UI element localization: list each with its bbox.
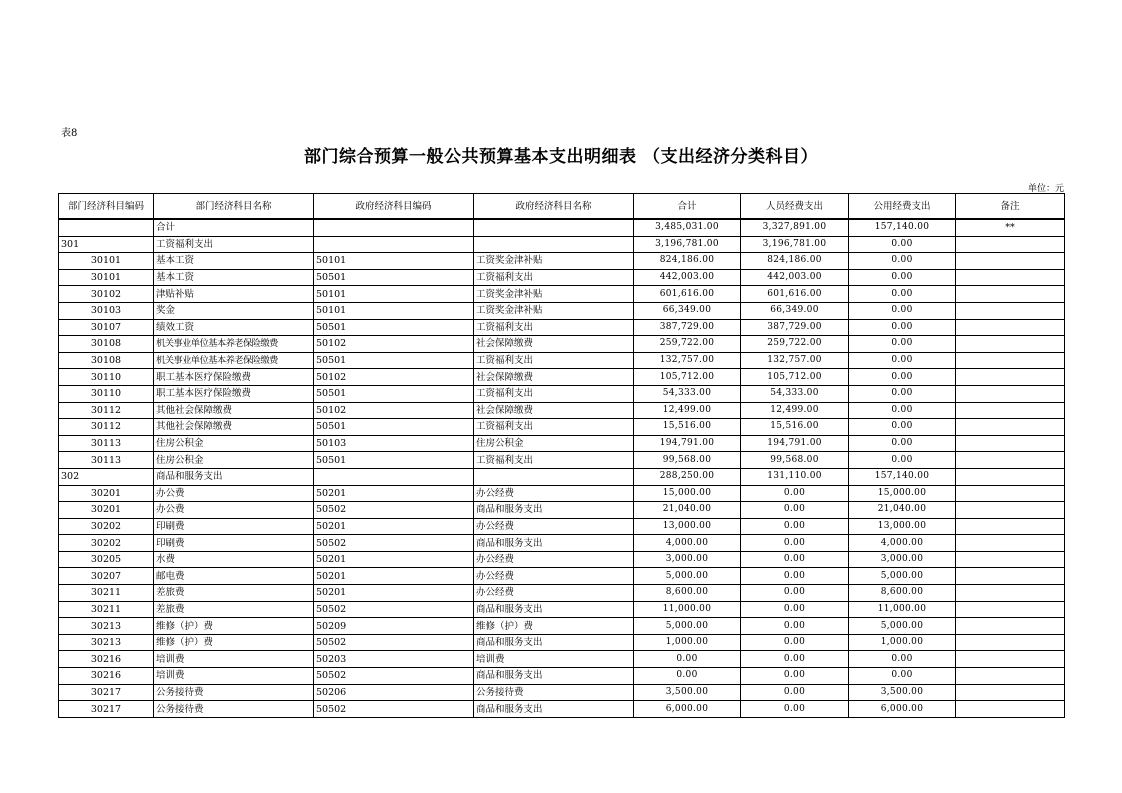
gov-code-cell: 50206 [314, 684, 474, 701]
total-cell: 824,186.00 [634, 253, 741, 270]
personnel-cell: 442,003.00 [741, 269, 849, 286]
personnel-cell: 0.00 [741, 502, 849, 519]
total-cell: 387,729.00 [634, 319, 741, 336]
gov-name-cell [474, 236, 634, 253]
gov-code-cell: 50501 [314, 385, 474, 402]
public-cell: 0.00 [849, 452, 956, 469]
note-cell [956, 601, 1065, 618]
public-cell: 157,140.00 [849, 219, 956, 236]
personnel-cell: 3,196,781.00 [741, 236, 849, 253]
gov-code-cell: 50101 [314, 286, 474, 303]
dept-name-cell: 公务接待费 [154, 684, 314, 701]
public-cell: 15,000.00 [849, 485, 956, 502]
total-cell: 8,600.00 [634, 585, 741, 602]
public-cell: 11,000.00 [849, 601, 956, 618]
total-cell: 15,000.00 [634, 485, 741, 502]
dept-code-cell: 30103 [59, 302, 154, 319]
public-cell: 0.00 [849, 236, 956, 253]
personnel-cell: 0.00 [741, 701, 849, 718]
col-header-public: 公用经费支出 [849, 194, 956, 220]
dept-code-cell: 30213 [59, 634, 154, 651]
table-row [59, 585, 1065, 602]
note-cell [956, 518, 1065, 535]
note-cell [956, 585, 1065, 602]
total-cell: 0.00 [634, 668, 741, 685]
gov-name-cell: 工资福利支出 [474, 419, 634, 436]
total-cell: 3,485,031.00 [634, 219, 741, 236]
note-cell [956, 502, 1065, 519]
dept-name-cell: 津贴补贴 [154, 286, 314, 303]
public-cell: 5,000.00 [849, 568, 956, 585]
public-cell: 0.00 [849, 385, 956, 402]
table-row [59, 502, 1065, 519]
total-cell: 11,000.00 [634, 601, 741, 618]
dept-code-cell: 30110 [59, 385, 154, 402]
dept-name-cell: 维修（护）费 [154, 634, 314, 651]
budget-detail-table [58, 193, 1065, 718]
total-cell: 288,250.00 [634, 468, 741, 485]
table-row [59, 701, 1065, 718]
gov-name-cell: 办公经费 [474, 551, 634, 568]
dept-code-cell: 30107 [59, 319, 154, 336]
dept-code-cell: 30217 [59, 684, 154, 701]
total-cell: 54,333.00 [634, 385, 741, 402]
total-cell: 442,003.00 [634, 269, 741, 286]
gov-code-cell: 50501 [314, 419, 474, 436]
col-header-gov-code: 政府经济科目编码 [314, 194, 474, 220]
dept-code-cell: 30110 [59, 369, 154, 386]
dept-code-cell: 30101 [59, 269, 154, 286]
dept-name-cell: 其他社会保障缴费 [154, 419, 314, 436]
gov-code-cell: 50209 [314, 618, 474, 635]
total-cell: 5,000.00 [634, 568, 741, 585]
personnel-cell: 259,722.00 [741, 336, 849, 353]
total-cell: 66,349.00 [634, 302, 741, 319]
total-cell: 5,000.00 [634, 618, 741, 635]
table-row [59, 601, 1065, 618]
note-cell [956, 634, 1065, 651]
gov-name-cell: 商品和服务支出 [474, 502, 634, 519]
gov-code-cell: 50203 [314, 651, 474, 668]
personnel-cell: 54,333.00 [741, 385, 849, 402]
personnel-cell: 194,791.00 [741, 435, 849, 452]
total-cell: 194,791.00 [634, 435, 741, 452]
total-cell: 12,499.00 [634, 402, 741, 419]
unit-label: 单位：元 [1027, 184, 1064, 194]
dept-name-cell: 职工基本医疗保险缴费 [154, 385, 314, 402]
total-cell: 21,040.00 [634, 502, 741, 519]
table-row [59, 302, 1065, 319]
note-cell [956, 253, 1065, 270]
personnel-cell: 132,757.00 [741, 352, 849, 369]
dept-name-cell: 机关事业单位基本养老保险缴费 [154, 352, 314, 369]
note-cell [956, 568, 1065, 585]
gov-name-cell: 工资奖金津补贴 [474, 286, 634, 303]
total-cell: 259,722.00 [634, 336, 741, 353]
table-row [59, 668, 1065, 685]
dept-name-cell: 商品和服务支出 [154, 468, 314, 485]
table-row [59, 286, 1065, 303]
table-row [59, 568, 1065, 585]
col-header-dept-code: 部门经济科目编码 [59, 194, 154, 220]
dept-code-cell: 30112 [59, 419, 154, 436]
dept-name-cell: 奖金 [154, 302, 314, 319]
note-cell [956, 319, 1065, 336]
dept-name-cell: 印刷费 [154, 518, 314, 535]
gov-name-cell: 工资福利支出 [474, 452, 634, 469]
personnel-cell: 601,616.00 [741, 286, 849, 303]
personnel-cell: 15,516.00 [741, 419, 849, 436]
public-cell: 0.00 [849, 319, 956, 336]
gov-code-cell: 50201 [314, 518, 474, 535]
gov-name-cell: 社会保障缴费 [474, 336, 634, 353]
note-cell [956, 535, 1065, 552]
personnel-cell: 0.00 [741, 668, 849, 685]
dept-code-cell: 30113 [59, 452, 154, 469]
total-cell: 6,000.00 [634, 701, 741, 718]
gov-name-cell: 商品和服务支出 [474, 701, 634, 718]
public-cell: 0.00 [849, 352, 956, 369]
gov-code-cell: 50201 [314, 551, 474, 568]
personnel-cell: 0.00 [741, 518, 849, 535]
col-header-personnel: 人员经费支出 [741, 194, 849, 220]
gov-name-cell: 工资福利支出 [474, 352, 634, 369]
dept-code-cell: 30205 [59, 551, 154, 568]
dept-name-cell: 工资福利支出 [154, 236, 314, 253]
table-row [59, 468, 1065, 485]
personnel-cell: 0.00 [741, 551, 849, 568]
personnel-cell: 824,186.00 [741, 253, 849, 270]
col-header-note: 备注 [956, 194, 1065, 220]
dept-name-cell: 公务接待费 [154, 701, 314, 718]
public-cell: 6,000.00 [849, 701, 956, 718]
total-cell: 15,516.00 [634, 419, 741, 436]
total-cell: 105,712.00 [634, 369, 741, 386]
note-cell [956, 701, 1065, 718]
table-row [59, 369, 1065, 386]
total-cell: 4,000.00 [634, 535, 741, 552]
total-cell: 0.00 [634, 651, 741, 668]
note-cell [956, 551, 1065, 568]
gov-code-cell: 50502 [314, 701, 474, 718]
total-cell: 1,000.00 [634, 634, 741, 651]
table-row [59, 485, 1065, 502]
total-cell: 3,196,781.00 [634, 236, 741, 253]
public-cell: 0.00 [849, 302, 956, 319]
total-cell: 132,757.00 [634, 352, 741, 369]
note-cell [956, 402, 1065, 419]
gov-code-cell: 50101 [314, 253, 474, 270]
table-row [59, 551, 1065, 568]
public-cell: 0.00 [849, 269, 956, 286]
public-cell: 0.00 [849, 419, 956, 436]
dept-name-cell: 住房公积金 [154, 452, 314, 469]
personnel-cell: 12,499.00 [741, 402, 849, 419]
personnel-cell: 0.00 [741, 568, 849, 585]
personnel-cell: 105,712.00 [741, 369, 849, 386]
dept-code-cell: 30216 [59, 651, 154, 668]
gov-name-cell: 商品和服务支出 [474, 668, 634, 685]
col-header-total: 合计 [634, 194, 741, 220]
dept-code-cell: 30202 [59, 535, 154, 552]
public-cell: 157,140.00 [849, 468, 956, 485]
gov-code-cell: 50502 [314, 601, 474, 618]
gov-name-cell: 社会保障缴费 [474, 369, 634, 386]
public-cell: 21,040.00 [849, 502, 956, 519]
gov-name-cell: 办公经费 [474, 485, 634, 502]
note-cell: ** [956, 219, 1065, 236]
dept-name-cell: 职工基本医疗保险缴费 [154, 369, 314, 386]
note-cell [956, 651, 1065, 668]
public-cell: 8,600.00 [849, 585, 956, 602]
dept-code-cell: 30207 [59, 568, 154, 585]
table-row [59, 336, 1065, 353]
public-cell: 0.00 [849, 651, 956, 668]
note-cell [956, 302, 1065, 319]
dept-code-cell: 301 [59, 236, 154, 253]
note-cell [956, 435, 1065, 452]
personnel-cell: 0.00 [741, 485, 849, 502]
dept-name-cell: 培训费 [154, 668, 314, 685]
dept-name-cell: 维修（护）费 [154, 618, 314, 635]
table-row [59, 518, 1065, 535]
dept-code-cell [59, 219, 154, 236]
public-cell: 4,000.00 [849, 535, 956, 552]
dept-name-cell: 办公费 [154, 485, 314, 502]
total-cell: 13,000.00 [634, 518, 741, 535]
col-header-gov-name: 政府经济科目名称 [474, 194, 634, 220]
dept-code-cell: 30102 [59, 286, 154, 303]
personnel-cell: 0.00 [741, 651, 849, 668]
total-cell: 99,568.00 [634, 452, 741, 469]
gov-code-cell: 50501 [314, 319, 474, 336]
personnel-cell: 0.00 [741, 618, 849, 635]
note-cell [956, 336, 1065, 353]
gov-name-cell: 商品和服务支出 [474, 634, 634, 651]
gov-code-cell [314, 468, 474, 485]
gov-code-cell: 50201 [314, 585, 474, 602]
col-header-dept-name: 部门经济科目名称 [154, 194, 314, 220]
gov-code-cell: 50502 [314, 634, 474, 651]
dept-name-cell: 合计 [154, 219, 314, 236]
table-row [59, 535, 1065, 552]
gov-name-cell: 办公经费 [474, 585, 634, 602]
dept-code-cell: 30217 [59, 701, 154, 718]
dept-code-cell: 30216 [59, 668, 154, 685]
dept-name-cell: 邮电费 [154, 568, 314, 585]
dept-name-cell: 印刷费 [154, 535, 314, 552]
dept-name-cell: 绩效工资 [154, 319, 314, 336]
public-cell: 1,000.00 [849, 634, 956, 651]
gov-code-cell: 50501 [314, 352, 474, 369]
table-row [59, 319, 1065, 336]
dept-name-cell: 机关事业单位基本养老保险缴费 [154, 336, 314, 353]
personnel-cell: 387,729.00 [741, 319, 849, 336]
table-body [59, 219, 1065, 717]
dept-code-cell: 30211 [59, 601, 154, 618]
note-cell [956, 452, 1065, 469]
gov-code-cell: 50102 [314, 336, 474, 353]
public-cell: 0.00 [849, 435, 956, 452]
public-cell: 0.00 [849, 336, 956, 353]
note-cell [956, 385, 1065, 402]
dept-code-cell: 30201 [59, 502, 154, 519]
gov-name-cell: 工资福利支出 [474, 269, 634, 286]
gov-code-cell: 50501 [314, 269, 474, 286]
public-cell: 0.00 [849, 402, 956, 419]
gov-code-cell: 50102 [314, 369, 474, 386]
gov-code-cell: 50103 [314, 435, 474, 452]
dept-name-cell: 培训费 [154, 651, 314, 668]
gov-name-cell: 工资奖金津补贴 [474, 253, 634, 270]
gov-name-cell: 社会保障缴费 [474, 402, 634, 419]
personnel-cell: 0.00 [741, 634, 849, 651]
dept-code-cell: 302 [59, 468, 154, 485]
gov-name-cell: 办公经费 [474, 568, 634, 585]
table-header-row [59, 194, 1065, 220]
gov-code-cell: 50501 [314, 452, 474, 469]
table-row [59, 684, 1065, 701]
table-row [59, 419, 1065, 436]
gov-name-cell [474, 219, 634, 236]
gov-code-cell: 50201 [314, 568, 474, 585]
public-cell: 0.00 [849, 286, 956, 303]
note-cell [956, 369, 1065, 386]
dept-code-cell: 30211 [59, 585, 154, 602]
personnel-cell: 3,327,891.00 [741, 219, 849, 236]
dept-name-cell: 水费 [154, 551, 314, 568]
note-cell [956, 668, 1065, 685]
gov-code-cell: 50201 [314, 485, 474, 502]
gov-name-cell: 商品和服务支出 [474, 535, 634, 552]
gov-name-cell: 办公经费 [474, 518, 634, 535]
note-cell [956, 269, 1065, 286]
dept-name-cell: 其他社会保障缴费 [154, 402, 314, 419]
gov-code-cell [314, 236, 474, 253]
dept-code-cell: 30108 [59, 352, 154, 369]
personnel-cell: 0.00 [741, 684, 849, 701]
gov-name-cell: 工资福利支出 [474, 385, 634, 402]
dept-name-cell: 差旅费 [154, 585, 314, 602]
gov-code-cell: 50102 [314, 402, 474, 419]
personnel-cell: 66,349.00 [741, 302, 849, 319]
table-row [59, 219, 1065, 236]
personnel-cell: 0.00 [741, 535, 849, 552]
gov-name-cell: 商品和服务支出 [474, 601, 634, 618]
note-cell [956, 618, 1065, 635]
public-cell: 5,000.00 [849, 618, 956, 635]
gov-name-cell: 工资福利支出 [474, 319, 634, 336]
table-row [59, 435, 1065, 452]
dept-code-cell: 30108 [59, 336, 154, 353]
note-cell [956, 468, 1065, 485]
note-cell [956, 236, 1065, 253]
note-cell [956, 684, 1065, 701]
public-cell: 13,000.00 [849, 518, 956, 535]
table-row [59, 269, 1065, 286]
gov-code-cell: 50101 [314, 302, 474, 319]
table-number: 表8 [61, 128, 78, 139]
public-cell: 3,000.00 [849, 551, 956, 568]
table-row [59, 385, 1065, 402]
dept-name-cell: 住房公积金 [154, 435, 314, 452]
note-cell [956, 352, 1065, 369]
dept-code-cell: 30112 [59, 402, 154, 419]
dept-code-cell: 30113 [59, 435, 154, 452]
dept-code-cell: 30213 [59, 618, 154, 635]
dept-code-cell: 30202 [59, 518, 154, 535]
personnel-cell: 99,568.00 [741, 452, 849, 469]
public-cell: 0.00 [849, 369, 956, 386]
document-title: 部门综合预算一般公共预算基本支出明细表 （支出经济分类科目） [304, 147, 818, 167]
gov-code-cell: 50502 [314, 668, 474, 685]
note-cell [956, 419, 1065, 436]
gov-name-cell: 工资奖金津补贴 [474, 302, 634, 319]
public-cell: 0.00 [849, 668, 956, 685]
table-row [59, 618, 1065, 635]
gov-name-cell: 公务接待费 [474, 684, 634, 701]
note-cell [956, 286, 1065, 303]
total-cell: 601,616.00 [634, 286, 741, 303]
gov-name-cell: 维修（护）费 [474, 618, 634, 635]
note-cell [956, 485, 1065, 502]
dept-name-cell: 办公费 [154, 502, 314, 519]
personnel-cell: 131,110.00 [741, 468, 849, 485]
dept-name-cell: 基本工资 [154, 253, 314, 270]
gov-code-cell [314, 219, 474, 236]
dept-name-cell: 基本工资 [154, 269, 314, 286]
dept-code-cell: 30201 [59, 485, 154, 502]
table-row [59, 634, 1065, 651]
total-cell: 3,500.00 [634, 684, 741, 701]
table-row [59, 402, 1065, 419]
gov-name-cell [474, 468, 634, 485]
gov-code-cell: 50502 [314, 502, 474, 519]
personnel-cell: 0.00 [741, 601, 849, 618]
total-cell: 3,000.00 [634, 551, 741, 568]
table-row [59, 236, 1065, 253]
public-cell: 0.00 [849, 253, 956, 270]
table-row [59, 253, 1065, 270]
gov-name-cell: 培训费 [474, 651, 634, 668]
gov-code-cell: 50502 [314, 535, 474, 552]
gov-name-cell: 住房公积金 [474, 435, 634, 452]
table-row [59, 452, 1065, 469]
table-row [59, 352, 1065, 369]
dept-code-cell: 30101 [59, 253, 154, 270]
public-cell: 3,500.00 [849, 684, 956, 701]
personnel-cell: 0.00 [741, 585, 849, 602]
table-row [59, 651, 1065, 668]
dept-name-cell: 差旅费 [154, 601, 314, 618]
